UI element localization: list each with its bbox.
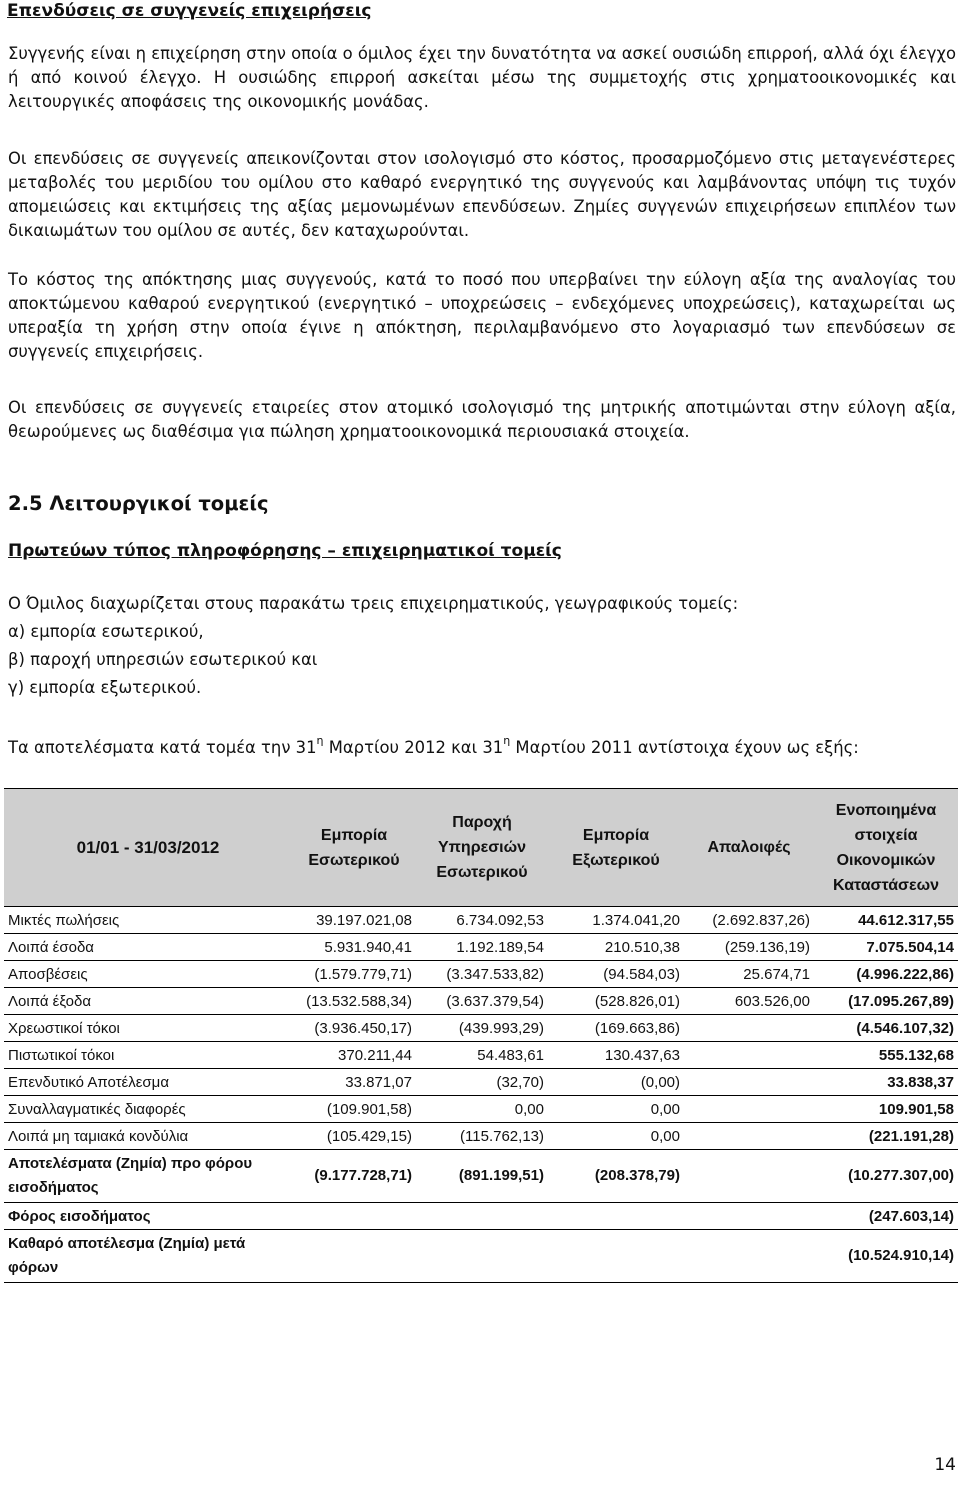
row-label: Χρεωστικοί τόκοι: [4, 1015, 292, 1042]
header-consolidated: Ενοποιημένα στοιχεία Οικονομικών Καταστάσεων: [814, 789, 958, 907]
row-label: Λοιπά μη ταμιακά κονδύλια: [4, 1123, 292, 1150]
results-sup-2: η: [503, 734, 511, 747]
segments-intro: Ο Όμιλος διαχωρίζεται στους παρακάτω τρεις επιχειρηματικούς, γεωγραφικούς τομείς:: [8, 594, 739, 613]
table-header-row: [4, 789, 958, 907]
results-intro-post: Μαρτίου 2011 αντίστοιχα έχουν ως εξής:: [510, 738, 859, 757]
paragraph-standalone: Οι επενδύσεις σε συγγενείς εταιρείες στον ατομικό ισολογισμό της μητρικής αποτιμώνται στην εύλογη αξία, θεωρούμενες ως διαθέσιμα για πώληση χρηματοοικονομικά περιουσιακά στοιχεία.: [8, 398, 956, 441]
table-row-result: [4, 1150, 958, 1203]
row-label: Πιστωτικοί τόκοι: [4, 1042, 292, 1069]
header-foreign-trade: Εμπορία Εξωτερικού: [548, 789, 684, 907]
row-value: (1.579.779,71): [292, 961, 416, 988]
row-value: 603.526,00: [684, 988, 814, 1015]
segment-results-table: [4, 788, 958, 1283]
row-label: Λοιπά έσοδα: [4, 934, 292, 961]
row-value: [684, 1150, 814, 1203]
row-value: (109.901,58): [292, 1096, 416, 1123]
header-domestic-trade: Εμπορία Εσωτερικού: [292, 789, 416, 907]
row-value: 39.197.021,08: [292, 907, 416, 934]
results-intro: [8, 734, 859, 757]
row-value: (259.136,19): [684, 934, 814, 961]
empty-cell: [416, 1203, 548, 1230]
row-total: 33.838,37: [814, 1069, 958, 1096]
row-total: (10.277.307,00): [814, 1150, 958, 1203]
row-value: 1.192.189,54: [416, 934, 548, 961]
segments-heading: 2.5 Λειτουργικοί τομείς: [8, 492, 269, 515]
row-value: (528.826,01): [548, 988, 684, 1015]
results-intro-mid: Μαρτίου 2012 και 31: [323, 738, 504, 757]
empty-cell: [416, 1230, 548, 1283]
row-value: 6.734.092,53: [416, 907, 548, 934]
table-row: [4, 1015, 958, 1042]
row-value: 0,00: [548, 1096, 684, 1123]
row-label: Επενδυτικό Αποτέλεσμα: [4, 1069, 292, 1096]
row-value: [684, 1042, 814, 1069]
row-total: (17.095.267,89): [814, 988, 958, 1015]
table-row: [4, 934, 958, 961]
row-label: Αποτελέσματα (Ζημία) προ φόρου εισοδήματος: [4, 1150, 292, 1203]
header-period: 01/01 - 31/03/2012: [4, 789, 292, 907]
row-value: 0,00: [548, 1123, 684, 1150]
table-row-tax: [4, 1203, 958, 1230]
row-value: 130.437,63: [548, 1042, 684, 1069]
row-value: (891.199,51): [416, 1150, 548, 1203]
results-sup-1: η: [316, 734, 324, 747]
row-value: (3.637.379,54): [416, 988, 548, 1015]
row-total: (247.603,14): [814, 1203, 958, 1230]
list-item: γ) εμπορία εξωτερικού.: [8, 678, 202, 697]
row-value: [684, 1123, 814, 1150]
row-value: (3.347.533,82): [416, 961, 548, 988]
row-value: [684, 1015, 814, 1042]
row-value: 210.510,38: [548, 934, 684, 961]
table-row: [4, 1069, 958, 1096]
section-heading: Επενδύσεις σε συγγενείς επιχειρήσεις: [7, 1, 372, 21]
table-row: [4, 988, 958, 1015]
row-value: 0,00: [416, 1096, 548, 1123]
row-value: 25.674,71: [684, 961, 814, 988]
page-number: 14: [934, 1455, 956, 1475]
table-row: [4, 1096, 958, 1123]
row-value: (0,00): [548, 1069, 684, 1096]
table-row: [4, 961, 958, 988]
paragraph-accounting: Οι επενδύσεις σε συγγενείς απεικονίζονται στον ισολογισμό στο κόστος, προσαρμοζόμενο στις μεταγενέστερες μεταβολές του μεριδίου του ομίλου στο καθαρό ενεργητικό της συγγενούς και λαμβάνοντας υπόψη τις τυχόν απομειώσεις και εκτιμήσεις της αξίας μεμονωμένων επενδύσεων. Ζημίες συγγενών επιχειρήσεων επιπλέον των δικαιωμάτων του ομίλου σε αυτές, δεν καταχωρούνται.: [8, 149, 956, 240]
empty-cell: [292, 1230, 416, 1283]
row-total: (4.996.222,86): [814, 961, 958, 988]
row-label: Λοιπά έξοδα: [4, 988, 292, 1015]
row-value: (32,70): [416, 1069, 548, 1096]
segments-subheading: Πρωτεύων τύπος πληροφόρησης – επιχειρηματικοί τομείς: [8, 541, 562, 561]
row-value: (94.584,03): [548, 961, 684, 988]
empty-cell: [548, 1203, 684, 1230]
header-eliminations: Απαλοιφές: [684, 789, 814, 907]
paragraph-goodwill: Το κόστος της απόκτησης μιας συγγενούς, κατά το ποσό που υπερβαίνει την εύλογη αξία της αναλογίας του αποκτώμενου καθαρού ενεργητικού (ενεργητικό – υποχρεώσεις – ενδεχόμενες υποχρεώσεις), καταχωρείται ως υπεραξία τη χρήση στην οποία έγινε η απόκτηση, περιλαμβανόμενο στο λογαριασμό των επενδύσεων σε συγγενείς επιχειρήσεις.: [8, 270, 956, 361]
row-value: 370.211,44: [292, 1042, 416, 1069]
row-value: 54.483,61: [416, 1042, 548, 1069]
row-label: Μικτές πωλήσεις: [4, 907, 292, 934]
empty-cell: [292, 1203, 416, 1230]
segments-list: [8, 590, 738, 702]
row-value: (2.692.837,26): [684, 907, 814, 934]
list-item: β) παροχή υπηρεσιών εσωτερικού και: [8, 650, 318, 669]
row-value: (9.177.728,71): [292, 1150, 416, 1203]
empty-cell: [684, 1230, 814, 1283]
row-value: (105.429,15): [292, 1123, 416, 1150]
row-total: (4.546.107,32): [814, 1015, 958, 1042]
list-item: α) εμπορία εσωτερικού,: [8, 622, 204, 641]
row-total: (221.191,28): [814, 1123, 958, 1150]
row-value: (169.663,86): [548, 1015, 684, 1042]
paragraph-definition: Συγγενής είναι η επιχείρηση στην οποία ο όμιλος έχει την δυνατότητα να ασκεί ουσιώδη επιρροή, αλλά όχι έλεγχο ή από κοινού έλεγχο. Η ουσιώδης επιρροή ασκείται μέσω της συμμετοχής στις χρηματοοικονομικές και λειτουργικές αποφάσεις της οικονομικής μονάδας.: [8, 44, 956, 111]
row-value: 5.931.940,41: [292, 934, 416, 961]
empty-cell: [548, 1230, 684, 1283]
row-value: [684, 1069, 814, 1096]
table-row: [4, 1123, 958, 1150]
row-total: 7.075.504,14: [814, 934, 958, 961]
row-value: 1.374.041,20: [548, 907, 684, 934]
table-row-net: [4, 1230, 958, 1283]
row-label: Φόρος εισοδήματος: [4, 1203, 292, 1230]
results-intro-pre: Τα αποτελέσματα κατά τομέα την 31: [8, 738, 317, 757]
row-label: Αποσβέσεις: [4, 961, 292, 988]
table-row: [4, 1042, 958, 1069]
header-domestic-services: Παροχή Υπηρεσιών Εσωτερικού: [416, 789, 548, 907]
row-value: 33.871,07: [292, 1069, 416, 1096]
row-value: [684, 1096, 814, 1123]
empty-cell: [684, 1203, 814, 1230]
row-value: (115.762,13): [416, 1123, 548, 1150]
table-row: [4, 907, 958, 934]
row-value: (208.378,79): [548, 1150, 684, 1203]
row-total: 44.612.317,55: [814, 907, 958, 934]
row-value: (13.532.588,34): [292, 988, 416, 1015]
row-total: (10.524.910,14): [814, 1230, 958, 1283]
row-total: 109.901,58: [814, 1096, 958, 1123]
row-total: 555.132,68: [814, 1042, 958, 1069]
row-value: (3.936.450,17): [292, 1015, 416, 1042]
row-value: (439.993,29): [416, 1015, 548, 1042]
row-label: Συναλλαγματικές διαφορές: [4, 1096, 292, 1123]
row-label: Καθαρό αποτέλεσμα (Ζημία) μετά φόρων: [4, 1230, 292, 1283]
